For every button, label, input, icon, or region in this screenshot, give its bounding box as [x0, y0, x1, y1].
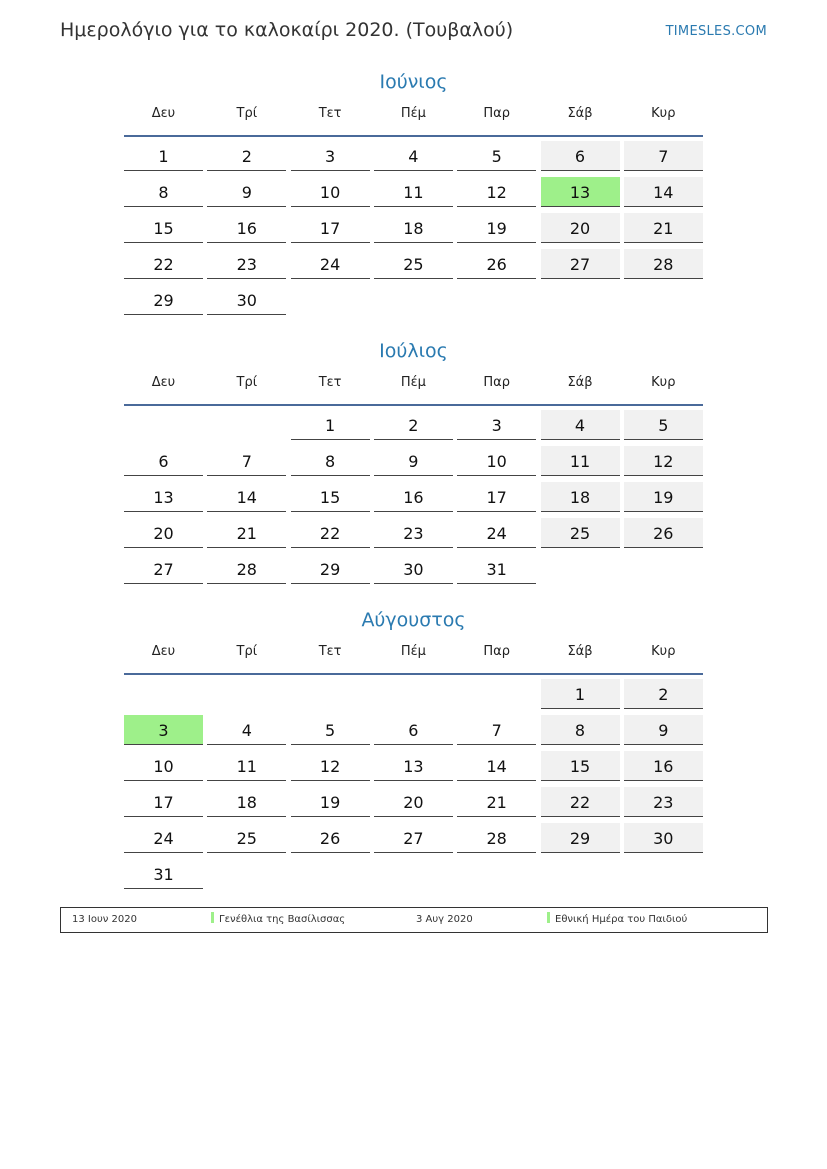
- day-cell: 8: [541, 715, 620, 745]
- day-cell: 27: [374, 823, 453, 853]
- weekday-label: Τρί: [236, 106, 258, 121]
- day-cell: 11: [207, 751, 286, 781]
- day-cell: 20: [374, 787, 453, 817]
- holiday-legend: [60, 907, 768, 933]
- day-cell: 6: [124, 446, 203, 476]
- day-cell: 2: [374, 410, 453, 440]
- day-cell: 3: [291, 141, 370, 171]
- day-cell: 23: [374, 518, 453, 548]
- day-cell: 12: [457, 177, 536, 207]
- day-cell: 20: [124, 518, 203, 548]
- day-cell: 26: [291, 823, 370, 853]
- weekday-label: Κυρ: [651, 106, 676, 121]
- day-cell: 5: [457, 141, 536, 171]
- day-cell: 21: [457, 787, 536, 817]
- holiday-day-cell: 13: [541, 177, 620, 207]
- weekday-label: Τρί: [236, 375, 258, 390]
- weekday-label: Σάβ: [567, 375, 593, 390]
- day-cell: 13: [124, 482, 203, 512]
- day-cell: 15: [541, 751, 620, 781]
- day-cell: 1: [541, 679, 620, 709]
- weekday-label: Παρ: [483, 375, 510, 390]
- day-cell: 17: [457, 482, 536, 512]
- weekday-header: [124, 101, 703, 137]
- weekday-label: Δευ: [151, 106, 176, 121]
- day-cell: 30: [207, 285, 286, 315]
- day-cell: 22: [541, 787, 620, 817]
- day-cell: 16: [624, 751, 703, 781]
- day-cell: 29: [291, 554, 370, 584]
- day-cell: 20: [541, 213, 620, 243]
- weekday-header: [124, 639, 703, 675]
- day-cell: 9: [207, 177, 286, 207]
- day-cell: 7: [624, 141, 703, 171]
- day-cell: 13: [374, 751, 453, 781]
- day-cell: 18: [207, 787, 286, 817]
- day-cell: 15: [124, 213, 203, 243]
- legend-entry: [211, 908, 345, 932]
- weekday-label: Πέμ: [400, 644, 426, 659]
- weekday-label: Παρ: [483, 106, 510, 121]
- day-cell: 14: [624, 177, 703, 207]
- weekday-label: Σάβ: [567, 106, 593, 121]
- day-cell: 17: [124, 787, 203, 817]
- legend-entry: [547, 908, 687, 932]
- legend-date: 3 Αυγ 2020: [416, 914, 473, 925]
- day-cell: 11: [541, 446, 620, 476]
- month-title: Αύγουστος: [361, 609, 466, 631]
- day-cell: 10: [291, 177, 370, 207]
- legend-holiday-name: Γενέθλια της Βασίλισσας: [219, 914, 346, 925]
- day-cell: 22: [291, 518, 370, 548]
- day-cell: 26: [457, 249, 536, 279]
- day-cell: 2: [207, 141, 286, 171]
- day-cell: 23: [207, 249, 286, 279]
- brand-link[interactable]: TIMESLES.COM: [665, 24, 767, 39]
- day-cell: 8: [291, 446, 370, 476]
- day-cell: 26: [624, 518, 703, 548]
- day-cell: 6: [374, 715, 453, 745]
- day-cell: 1: [124, 141, 203, 171]
- day-cell: 4: [207, 715, 286, 745]
- day-cell: 28: [207, 554, 286, 584]
- day-cell: 19: [624, 482, 703, 512]
- day-cell: 31: [457, 554, 536, 584]
- day-cell: 22: [124, 249, 203, 279]
- day-cell: 8: [124, 177, 203, 207]
- day-cell: 9: [374, 446, 453, 476]
- day-cell: 9: [624, 715, 703, 745]
- legend-date: 13 Ιουν 2020: [72, 914, 137, 925]
- holiday-marker: [547, 912, 550, 923]
- weekday-label: Δευ: [151, 644, 176, 659]
- day-cell: 31: [124, 859, 203, 889]
- day-cell: 27: [541, 249, 620, 279]
- day-cell: 30: [374, 554, 453, 584]
- weekday-label: Πέμ: [400, 375, 426, 390]
- weekday-label: Τετ: [318, 644, 342, 659]
- weekday-label: Κυρ: [651, 375, 676, 390]
- day-cell: 21: [624, 213, 703, 243]
- weekday-label: Τρί: [236, 644, 258, 659]
- weekday-label: Δευ: [151, 375, 176, 390]
- page-title: Ημερολόγιο για το καλοκαίρι 2020. (Τουβαλού): [60, 19, 514, 41]
- day-cell: 28: [624, 249, 703, 279]
- day-cell: 4: [541, 410, 620, 440]
- day-cell: 12: [624, 446, 703, 476]
- holiday-marker: [211, 912, 214, 923]
- day-cell: 16: [207, 213, 286, 243]
- legend-holiday-name: Εθνική Ημέρα του Παιδιού: [555, 914, 688, 925]
- day-cell: 29: [541, 823, 620, 853]
- day-cell: 25: [541, 518, 620, 548]
- weekday-label: Σάβ: [567, 644, 593, 659]
- day-cell: 25: [374, 249, 453, 279]
- day-cell: 16: [374, 482, 453, 512]
- day-cell: 19: [457, 213, 536, 243]
- day-cell: 4: [374, 141, 453, 171]
- day-cell: 7: [207, 446, 286, 476]
- day-cell: 12: [291, 751, 370, 781]
- weekday-label: Πέμ: [400, 106, 426, 121]
- day-cell: 5: [291, 715, 370, 745]
- day-cell: 28: [457, 823, 536, 853]
- month-august: [124, 607, 703, 884]
- day-cell: 5: [624, 410, 703, 440]
- weekday-label: Παρ: [483, 644, 510, 659]
- day-cell: 30: [624, 823, 703, 853]
- month-july: [124, 338, 703, 579]
- day-cell: 10: [457, 446, 536, 476]
- day-cell: 7: [457, 715, 536, 745]
- weekday-header: [124, 370, 703, 406]
- day-cell: 3: [457, 410, 536, 440]
- day-cell: 2: [624, 679, 703, 709]
- day-cell: 21: [207, 518, 286, 548]
- weekday-label: Κυρ: [651, 644, 676, 659]
- day-cell: 24: [457, 518, 536, 548]
- day-cell: 15: [291, 482, 370, 512]
- day-cell: 1: [291, 410, 370, 440]
- day-cell: 10: [124, 751, 203, 781]
- day-cell: 18: [374, 213, 453, 243]
- day-cell: 18: [541, 482, 620, 512]
- day-cell: 29: [124, 285, 203, 315]
- day-cell: 6: [541, 141, 620, 171]
- month-title: Ιούνιος: [379, 71, 448, 93]
- day-cell: 11: [374, 177, 453, 207]
- day-cell: 25: [207, 823, 286, 853]
- holiday-day-cell: 3: [124, 715, 203, 745]
- month-june: [124, 69, 703, 310]
- day-cell: 23: [624, 787, 703, 817]
- day-cell: 27: [124, 554, 203, 584]
- month-title: Ιούλιος: [379, 340, 448, 362]
- day-cell: 14: [457, 751, 536, 781]
- day-cell: 17: [291, 213, 370, 243]
- day-cell: 24: [291, 249, 370, 279]
- day-cell: 19: [291, 787, 370, 817]
- day-cell: 14: [207, 482, 286, 512]
- weekday-label: Τετ: [318, 375, 342, 390]
- weekday-label: Τετ: [318, 106, 342, 121]
- day-cell: 24: [124, 823, 203, 853]
